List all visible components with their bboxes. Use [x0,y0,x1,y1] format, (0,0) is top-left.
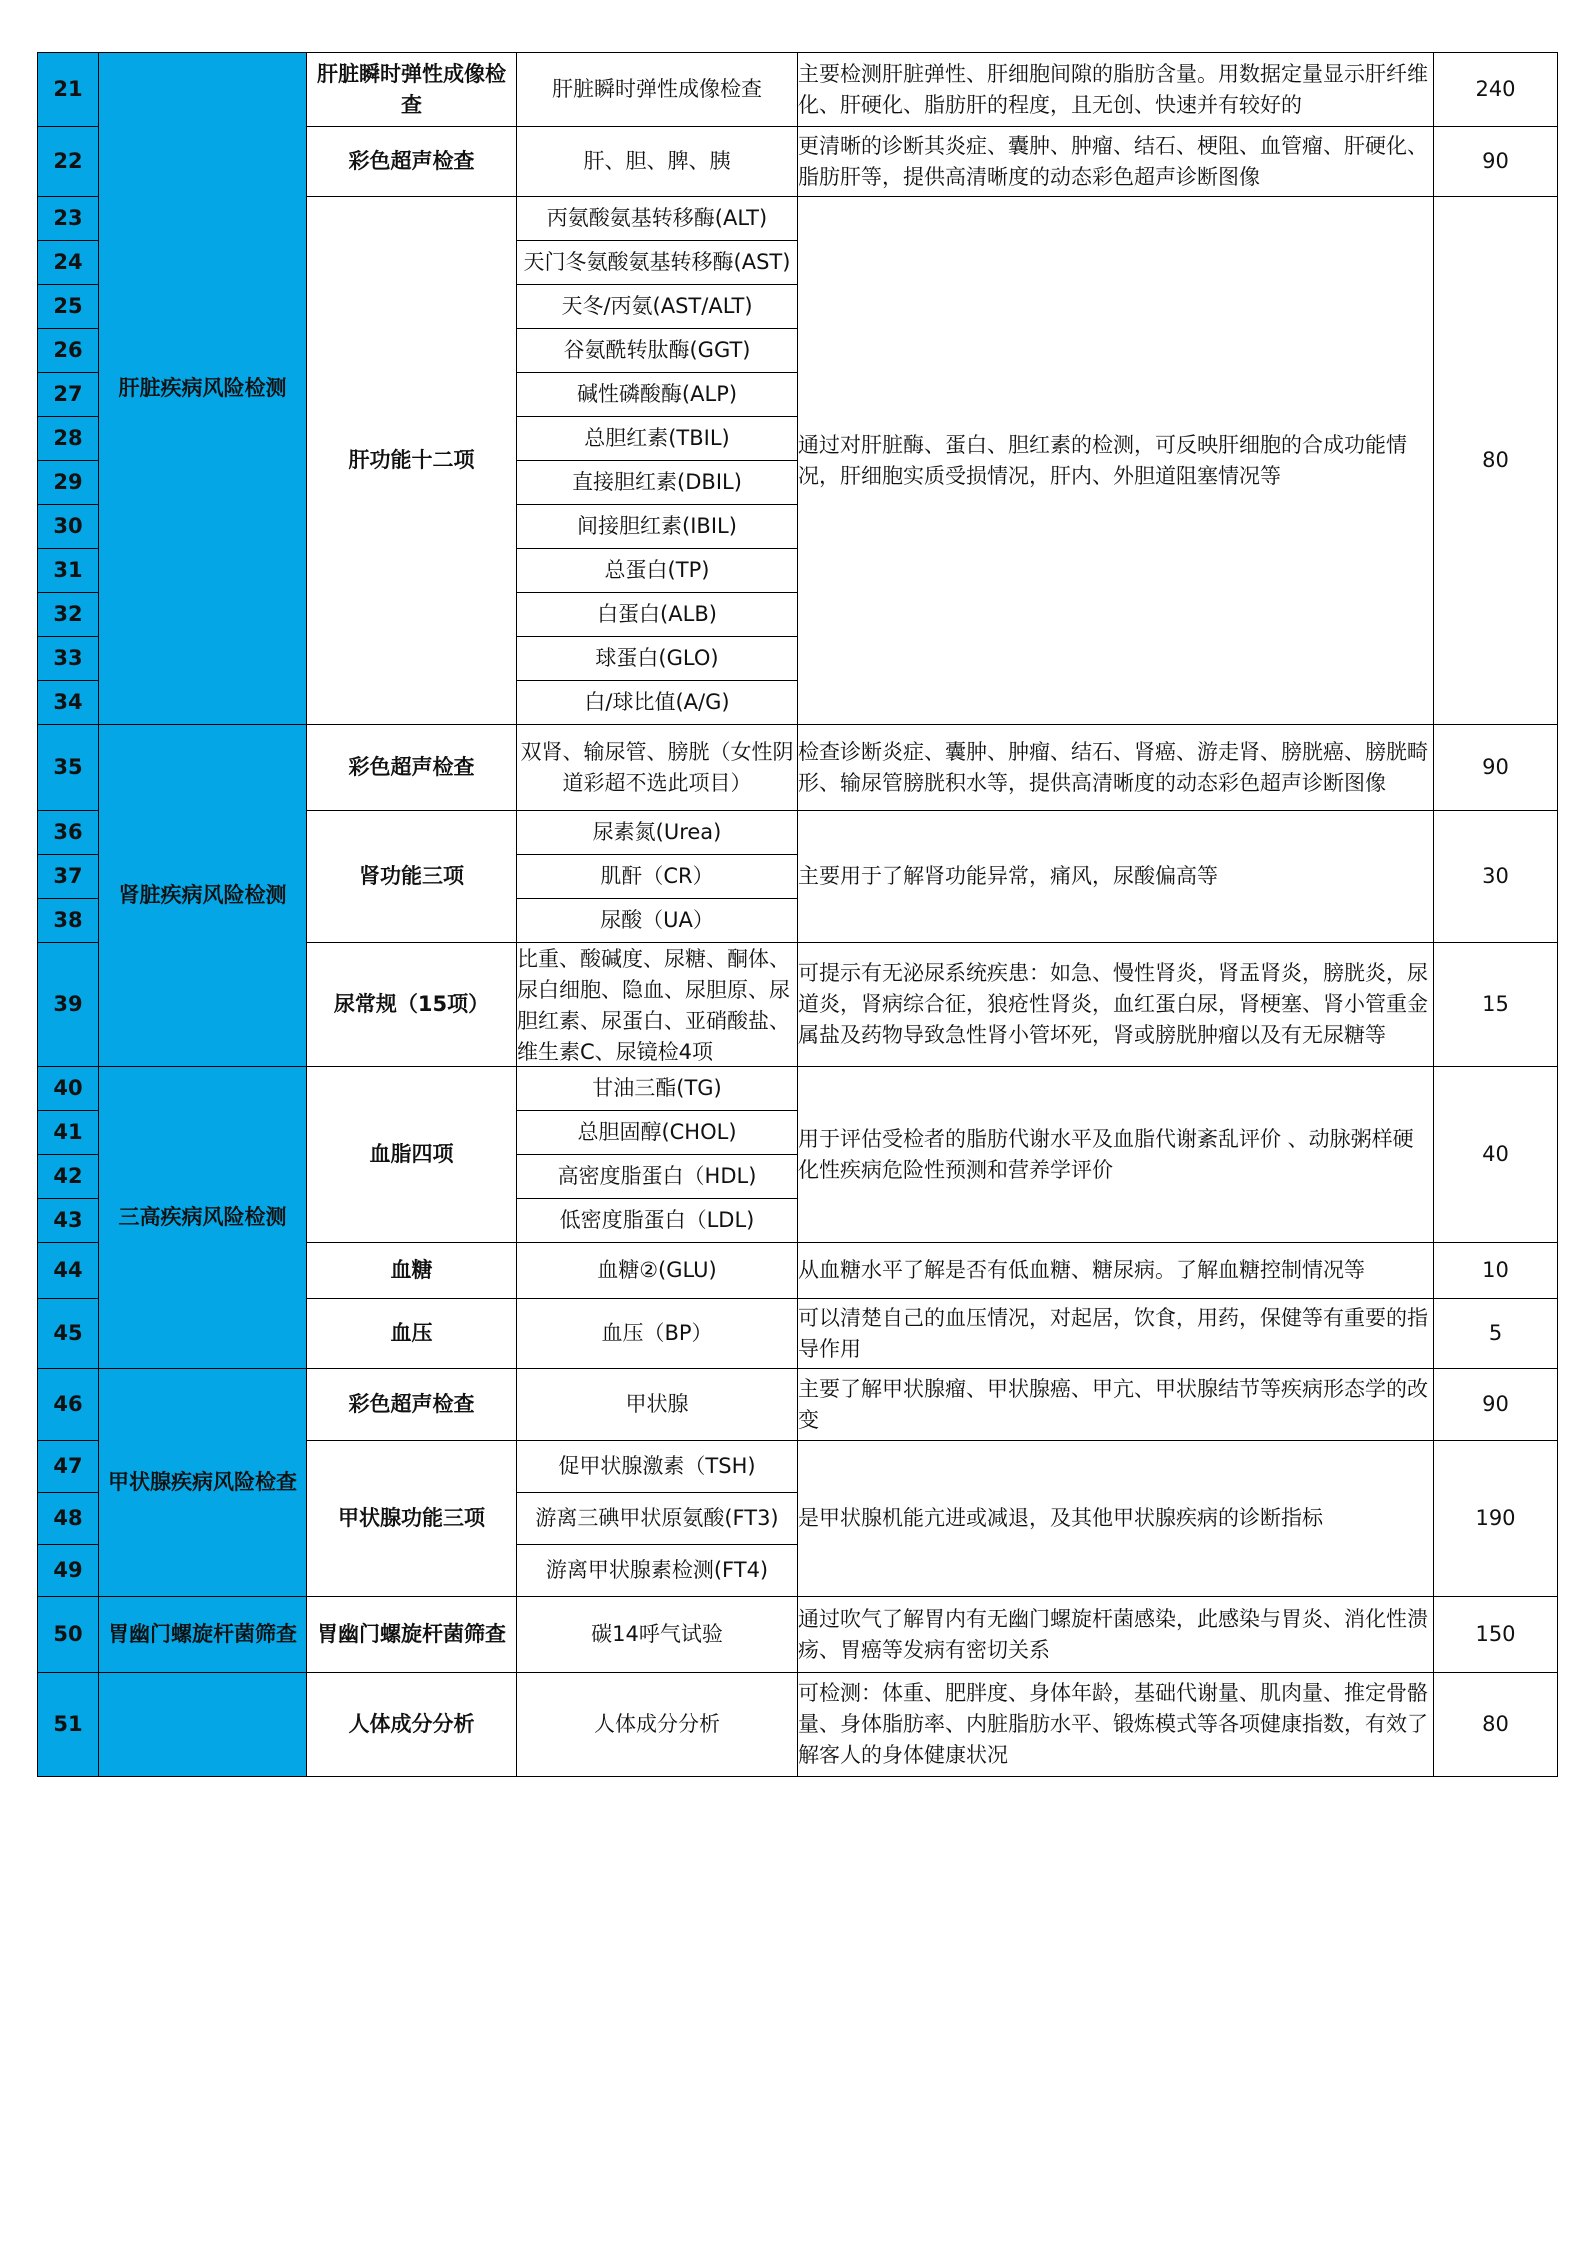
price: 80 [1434,1673,1558,1777]
subcategory: 血脂四项 [307,1067,517,1243]
exam-item: 间接胆红素(IBIL) [517,505,798,549]
category-thyroid: 甲状腺疾病风险检查 [99,1369,307,1597]
table-row [38,1067,1558,1111]
subcategory: 人体成分分析 [307,1673,517,1777]
exam-item: 总胆固醇(CHOL) [517,1111,798,1155]
row-number: 49 [38,1545,99,1597]
description-text: 检查诊断炎症、囊肿、肿瘤、结石、肾癌、游走肾、膀胱癌、膀胱畸形、输尿管膀胱积水等，提供高清晰度的动态彩色超声诊断图像 [798,739,1428,795]
subcategory: 彩色超声检查 [307,725,517,811]
row-number: 27 [38,373,99,417]
row-number: 24 [38,241,99,285]
price: 80 [1434,197,1558,725]
exam-item [517,241,798,285]
row-number: 42 [38,1155,99,1199]
row-number: 44 [38,1243,99,1299]
price: 90 [1434,127,1558,197]
price: 90 [1434,725,1558,811]
description: 用于评估受检者的脂肪代谢水平及血脂代谢紊乱评价 、动脉粥样硬化性疾病危险性预测和营养学评价 [798,1067,1434,1243]
description: 主要了解甲状腺瘤、甲状腺癌、甲亢、甲状腺结节等疾病形态学的改变 [798,1369,1434,1441]
exam-item: 肝脏瞬时弹性成像检查 [517,53,798,127]
exam-item: 游离甲状腺素检测(FT4) [517,1545,798,1597]
row-number: 29 [38,461,99,505]
description-text: 可提示有无泌尿系统疾患：如急、慢性肾炎，肾盂肾炎，膀胱炎，尿道炎，肾病综合征，狼疮性肾炎，血红蛋白尿，肾梗塞、肾小管重金属盐及药物导致急性肾小管坏死，肾或膀胱肿瘤以及有无尿糖等 [798,961,1428,1047]
row-number: 37 [38,855,99,899]
subcategory: 尿常规（15项） [307,943,517,1067]
exam-item: 总胆红素(TBIL) [517,417,798,461]
price: 10 [1434,1243,1558,1299]
subcategory: 甲状腺功能三项 [307,1441,517,1597]
row-number: 23 [38,197,99,241]
exam-item: 球蛋白(GLO) [517,637,798,681]
exam-item: 碱性磷酸酶(ALP) [517,373,798,417]
subcategory: 肝功能十二项 [307,197,517,725]
exam-item: 促甲状腺激素（TSH) [517,1441,798,1493]
price: 5 [1434,1299,1558,1369]
row-number: 28 [38,417,99,461]
row-number: 33 [38,637,99,681]
exam-item: 低密度脂蛋白（LDL) [517,1199,798,1243]
description: 通过对肝脏酶、蛋白、胆红素的检测，可反映肝细胞的合成功能情况，肝细胞实质受损情况，肝内、外胆道阻塞情况等 [798,197,1434,725]
price: 190 [1434,1441,1558,1597]
row-number: 30 [38,505,99,549]
description: 主要用于了解肾功能异常，痛风，尿酸偏高等 [798,811,1434,943]
price: 40 [1434,1067,1558,1243]
row-number: 39 [38,943,99,1067]
exam-item: 肌酐（CR） [517,855,798,899]
row-number: 35 [38,725,99,811]
description: 从血糖水平了解是否有低血糖、糖尿病。了解血糖控制情况等 [798,1243,1434,1299]
exam-item [517,943,798,1067]
exam-item: 血压（BP） [517,1299,798,1369]
description [798,943,1434,1067]
category-liver: 肝脏疾病风险检测 [99,53,307,725]
description [798,725,1434,811]
exam-item: 尿素氮(Urea) [517,811,798,855]
exam-item: 总蛋白(TP) [517,549,798,593]
row-number: 48 [38,1493,99,1545]
description: 通过吹气了解胃内有无幽门螺旋杆菌感染，此感染与胃炎、消化性溃疡、胃癌等发病有密切关系 [798,1597,1434,1673]
description-text: 主要检测肝脏弹性、肝细胞间隙的脂肪含量。用数据定量显示肝纤维化、肝硬化、脂肪肝的程度，且无创、快速并有较好的 [798,61,1428,117]
price: 150 [1434,1597,1558,1673]
price: 90 [1434,1369,1558,1441]
description [798,53,1434,127]
health-exam-table [37,52,1558,1777]
exam-item: 人体成分分析 [517,1673,798,1777]
description: 更清晰的诊断其炎症、囊肿、肿瘤、结石、梗阻、血管瘤、肝硬化、脂肪肝等，提供高清晰度的动态彩色超声诊断图像 [798,127,1434,197]
description: 是甲状腺机能亢进或减退，及其他甲状腺疾病的诊断指标 [798,1441,1434,1597]
row-number: 21 [38,53,99,127]
exam-item-text: 天门冬氨酸氨基转移酶(AST) [523,250,791,274]
exam-item: 丙氨酸氨基转移酶(ALT) [517,197,798,241]
row-number: 40 [38,1067,99,1111]
exam-item: 尿酸（UA） [517,899,798,943]
row-number: 34 [38,681,99,725]
subcategory: 彩色超声检查 [307,1369,517,1441]
exam-item: 碳14呼气试验 [517,1597,798,1673]
category-kidney: 肾脏疾病风险检测 [99,725,307,1067]
price: 15 [1434,943,1558,1067]
table-row [38,725,1558,811]
row-number: 51 [38,1673,99,1777]
exam-item [517,725,798,811]
subcategory: 彩色超声检查 [307,127,517,197]
row-number: 36 [38,811,99,855]
table-row [38,53,1558,127]
exam-item: 游离三碘甲状原氨酸(FT3) [517,1493,798,1545]
row-number: 50 [38,1597,99,1673]
exam-item: 直接胆红素(DBIL) [517,461,798,505]
exam-item-text: 双肾、输尿管、膀胱（女性阴道彩超不选此项目） [520,739,794,795]
row-number: 32 [38,593,99,637]
category-three-highs: 三高疾病风险检测 [99,1067,307,1369]
category-empty [99,1673,307,1777]
exam-item: 肝、胆、脾、胰 [517,127,798,197]
subcategory: 肾功能三项 [307,811,517,943]
row-number: 38 [38,899,99,943]
row-number: 25 [38,285,99,329]
exam-item: 甲状腺 [517,1369,798,1441]
subcategory: 胃幽门螺旋杆菌筛查 [307,1597,517,1673]
price: 30 [1434,811,1558,943]
row-number: 43 [38,1199,99,1243]
exam-item: 甘油三酯(TG) [517,1067,798,1111]
row-number: 46 [38,1369,99,1441]
description: 可以清楚自己的血压情况，对起居，饮食，用药，保健等有重要的指导作用 [798,1299,1434,1369]
row-number: 31 [38,549,99,593]
row-number: 26 [38,329,99,373]
exam-item: 血糖②(GLU) [517,1243,798,1299]
row-number: 22 [38,127,99,197]
description: 可检测：体重、肥胖度、身体年龄，基础代谢量、肌肉量、推定骨骼量、身体脂肪率、内脏脂肪水平、锻炼模式等各项健康指数，有效了解客人的身体健康状况 [798,1673,1434,1777]
subcategory: 肝脏瞬时弹性成像检查 [307,53,517,127]
exam-item: 高密度脂蛋白（HDL) [517,1155,798,1199]
price: 240 [1434,53,1558,127]
row-number: 47 [38,1441,99,1493]
exam-item: 白/球比值(A/G) [517,681,798,725]
row-number: 41 [38,1111,99,1155]
table-row [38,1673,1558,1777]
row-number: 45 [38,1299,99,1369]
subcategory: 血糖 [307,1243,517,1299]
exam-item: 天冬/丙氨(AST/ALT) [517,285,798,329]
exam-item: 谷氨酰转肽酶(GGT) [517,329,798,373]
category-hp: 胃幽门螺旋杆菌筛查 [99,1597,307,1673]
table-row [38,1369,1558,1441]
exam-item-text: 比重、酸碱度、尿糖、酮体、尿白细胞、隐血、尿胆原、尿胆红素、尿蛋白、亚硝酸盐、维生素C、尿镜检4项 [517,946,790,1064]
table-row [38,1597,1558,1673]
subcategory: 血压 [307,1299,517,1369]
exam-item: 白蛋白(ALB) [517,593,798,637]
